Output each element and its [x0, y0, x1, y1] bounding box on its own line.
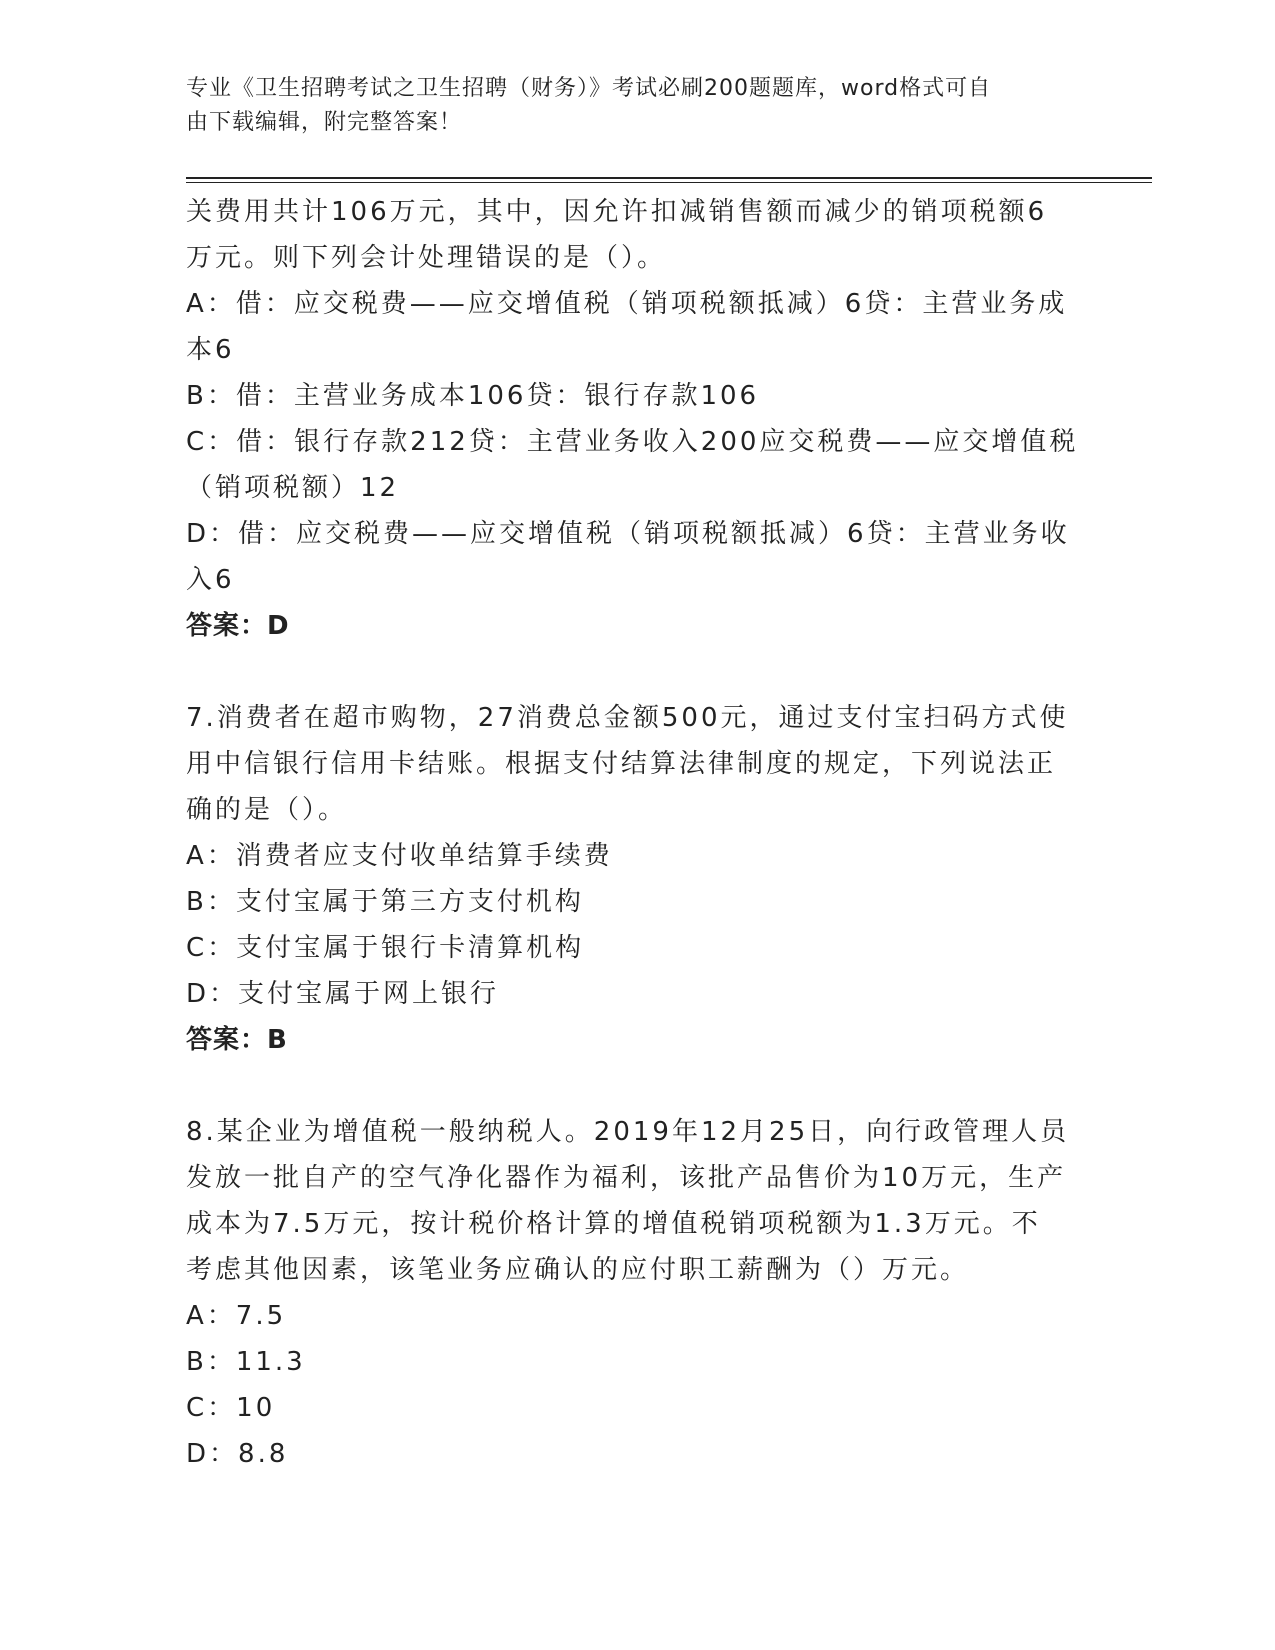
option-d: D：支付宝属于网上银行: [186, 979, 500, 1009]
question-stem-line: 8.某企业为增值税一般纳税人。2019年12月25日，向行政管理人员: [186, 1117, 1070, 1147]
header-line-1: 专业《卫生招聘考试之卫生招聘（财务）》考试必刷200题题库，word格式可自: [186, 76, 992, 101]
spacer: [186, 1063, 1076, 1109]
question-content: [186, 189, 1079, 1477]
option-d: D：8.8: [186, 1439, 289, 1469]
question-stem-line: 发放一批自产的空气净化器作为福利，该批产品售价为10万元，生产: [186, 1163, 1067, 1193]
question-stem-line: 考虑其他因素，该笔业务应确认的应付职工薪酬为（）万元。: [186, 1255, 970, 1285]
answer-label: 答案：B: [186, 1025, 288, 1055]
header-line-2: 由下载编辑，附完整答案！: [186, 110, 463, 135]
option-d: D：借：应交税费——应交增值税（销项税额抵减）6贷：主营业务收: [186, 519, 1070, 549]
option-a: A：7.5: [186, 1301, 287, 1331]
header-divider-thick: [186, 177, 1152, 179]
option-b: B：支付宝属于第三方支付机构: [186, 887, 584, 917]
option-c: C：10: [186, 1393, 276, 1423]
question-stem-line: 万元。则下列会计处理错误的是（）。: [186, 243, 667, 273]
page-header: [186, 72, 1066, 140]
option-a-continued: 本6: [186, 335, 235, 365]
option-c-continued: （销项税额）12: [186, 473, 400, 503]
question-6: [186, 189, 1079, 649]
spacer: [186, 649, 1076, 695]
question-stem-line: 用中信银行信用卡结账。根据支付结算法律制度的规定，下列说法正: [186, 749, 1057, 779]
option-a: A：借：应交税费——应交增值税（销项税额抵减）6贷：主营业务成: [186, 289, 1068, 319]
question-stem-line: 关费用共计106万元，其中，因允许扣减销售额而减少的销项税额6: [186, 197, 1048, 227]
question-stem-line: 确的是（）。: [186, 795, 348, 825]
answer-label: 答案：D: [186, 611, 290, 641]
option-b: B：11.3: [186, 1347, 306, 1377]
option-c: C：借：银行存款212贷：主营业务收入200应交税费——应交增值税: [186, 427, 1079, 457]
option-a: A：消费者应支付收单结算手续费: [186, 841, 613, 871]
question-7: [186, 695, 1076, 1063]
option-b: B：借：主营业务成本106贷：银行存款106: [186, 381, 760, 411]
question-8: [186, 1109, 1076, 1477]
question-stem-line: 成本为7.5万元，按计税价格计算的增值税销项税额为1.3万元。不: [186, 1209, 1041, 1239]
option-d-continued: 入6: [186, 565, 235, 595]
header-divider-thin: [186, 182, 1152, 183]
option-c: C：支付宝属于银行卡清算机构: [186, 933, 585, 963]
question-stem-line: 7.消费者在超市购物，27消费总金额500元，通过支付宝扫码方式使: [186, 703, 1069, 733]
